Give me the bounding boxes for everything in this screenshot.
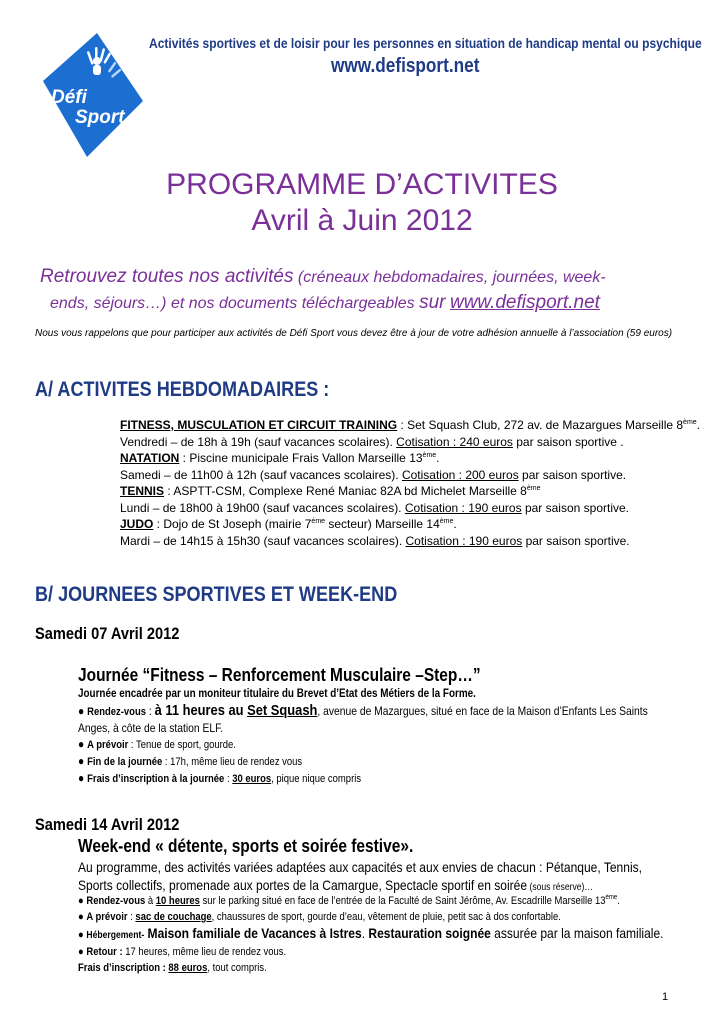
bullet-icon: ●	[78, 704, 85, 718]
event-1-meeting-line: ● Rendez-vous : à 11 heures au Set Squash, avenue de Mazargues, situé en face de la Maison d’Enfants Les Saints	[78, 702, 648, 719]
event-1-venue: Set Squash	[247, 702, 318, 719]
event-2-title: Week-end « détente, sports et soirée festive».	[78, 836, 414, 856]
tennis-schedule-line: Lundi – de 18h00 à 19h00 (sauf vacances scolaires). Cotisation : 190 euros par saison sportive.	[120, 500, 629, 515]
intro-lead: Retrouvez toutes nos activités	[40, 266, 294, 287]
weekly-activities-list	[120, 417, 700, 549]
bullet-icon: ●	[78, 911, 84, 923]
membership-notice: Nous vous rappelons que pour participer aux activités de Défi Sport vous devez être à jour de votre adhésion annuelle à l’association (59 euros)	[35, 328, 673, 339]
bullet-icon: ●	[78, 737, 85, 751]
event-2-details	[78, 893, 663, 976]
tennis-fee: Cotisation : 190 euros	[404, 500, 522, 515]
fitness-place-line: FITNESS, MUSCULATION ET CIRCUIT TRAINING : Set Squash Club, 272 av. de Mazargues Marseille 8ème.	[120, 418, 701, 432]
intro-line-1	[40, 266, 606, 288]
logo-word-defi: Défi	[51, 87, 87, 108]
event-2-fee-line: Frais d’inscription : 88 euros, tout compris.	[78, 962, 267, 974]
tennis-place-line: TENNIS : ASPTT-CSM, Complexe René Maniac 82A bd Michelet Marseille 8ème	[120, 484, 541, 498]
event-1-bring-line: ● A prévoir : Tenue de sport, gourde.	[78, 737, 236, 751]
event-2-desc-line-2: Sports collectifs, promenade aux portes de la Camargue, Spectacle sportif en soirée (sous réserve)…	[78, 877, 594, 893]
judo-schedule-line: Mardi – de 14h15 à 15h30 (sauf vacances scolaires). Cotisation : 190 euros par saison sportive.	[120, 533, 630, 548]
event-1-fee: 30 euros	[232, 773, 272, 785]
intro-sur: sur	[419, 292, 446, 313]
bullet-icon: ●	[78, 771, 85, 785]
header-website: www.defisport.net	[331, 55, 480, 77]
event-2-meeting-line: ● Rendez-vous à 10 heures sur le parking situé en face de l’entrée de la Faculté de Saint Jérôme, Av. Escadrille Marseille 13ème.	[78, 894, 620, 907]
activity-name-tennis: TENNIS	[120, 484, 165, 498]
event-2-fee: 88 euros	[168, 962, 208, 974]
intro-line-2	[50, 292, 600, 314]
intro-documents: et nos documents téléchargeables	[166, 295, 420, 312]
event-1-meeting-line-2: Anges, à côte de la station ELF.	[78, 721, 224, 735]
event-2-description	[78, 858, 642, 897]
fitness-fee: Cotisation : 240 euros	[396, 434, 513, 449]
bullet-icon: ●	[78, 929, 84, 941]
judo-fee: Cotisation : 190 euros	[405, 533, 523, 548]
event-2-bring-line: ● A prévoir : sac de couchage, chaussures de sport, gourde d’eau, vêtement de pluie, petit sac à dos confortable.	[78, 911, 561, 923]
logo-graphic	[35, 31, 145, 159]
natation-place-line: NATATION : Piscine municipale Frais Vallon Marseille 13ème.	[120, 451, 440, 465]
intro-parenthetical: (créneaux hebdomadaires, journées, week-	[293, 269, 606, 286]
event-1-end-line: ● Fin de la journée : 17h, même lieu de rendez vous	[78, 754, 303, 768]
logo-word-sport: Sport	[75, 107, 125, 128]
page-subtitle: Avril à Juin 2012	[251, 204, 473, 237]
event-2-return-line: ● Retour : 17 heures, même lieu de rendez vous.	[78, 946, 287, 958]
natation-fee: Cotisation : 200 euros	[401, 467, 519, 482]
activity-name-judo: JUDO	[120, 517, 154, 531]
event-1-fee-line: ● Frais d’inscription à la journée : 30 euros, pique nique compris	[78, 771, 362, 785]
activity-name-fitness: FITNESS, MUSCULATION ET CIRCUIT TRAINING	[120, 418, 398, 432]
event-2-meeting-time: 10 heures	[155, 895, 200, 907]
event-1-title: Journée “Fitness – Renforcement Musculaire –Step…”	[78, 665, 481, 685]
event-1-date: Samedi 07 Avril 2012	[35, 624, 180, 643]
event-2-lodging-line: ● Hébergement- Maison familiale de Vacances à Istres. Restauration soignée assurée par la maison familiale.	[78, 925, 664, 941]
bullet-icon: ●	[78, 895, 84, 907]
page-number: 1	[662, 991, 669, 1003]
activity-name-natation: NATATION	[120, 451, 180, 465]
judo-place-line: JUDO : Dojo de St Joseph (mairie $7^{éme}$ secteur) Marseille 14ème.	[120, 517, 457, 531]
intro-website-link[interactable]: www.defisport.net	[449, 292, 600, 313]
event-2-date: Samedi 14 Avril 2012	[35, 815, 180, 834]
natation-schedule-line: Samedi – de 11h00 à 12h (sauf vacances scolaires). Cotisation : 200 euros par saison sportive.	[120, 467, 627, 482]
event-2-desc-line-1: Au programme, des activités variées adaptées aux capacités et aux envies de chacun : Pétanque, Tennis,	[78, 859, 642, 875]
intro-parenthetical-end: ends, séjours…)	[50, 295, 167, 312]
section-b-heading: B/ JOURNEES SPORTIVES ET WEEK-END	[35, 583, 398, 606]
defi-sport-logo	[35, 31, 145, 159]
bullet-icon: ●	[78, 946, 84, 958]
event-1-details	[78, 703, 648, 787]
event-1-subtitle: Journée encadrée par un moniteur titulaire du Brevet d’Etat des Métiers de la Forme.	[78, 688, 476, 700]
bullet-icon: ●	[78, 754, 85, 768]
page-title: PROGRAMME D’ACTIVITES	[166, 168, 558, 201]
header-tagline: Activités sportives et de loisir pour les personnes en situation de handicap mental ou psychique	[149, 35, 702, 51]
section-a-heading: A/ ACTIVITES HEBDOMADAIRES :	[35, 378, 330, 401]
fitness-schedule-line: Vendredi – de 18h à 19h (sauf vacances scolaires). Cotisation : 240 euros par saison sportive .	[120, 434, 624, 449]
